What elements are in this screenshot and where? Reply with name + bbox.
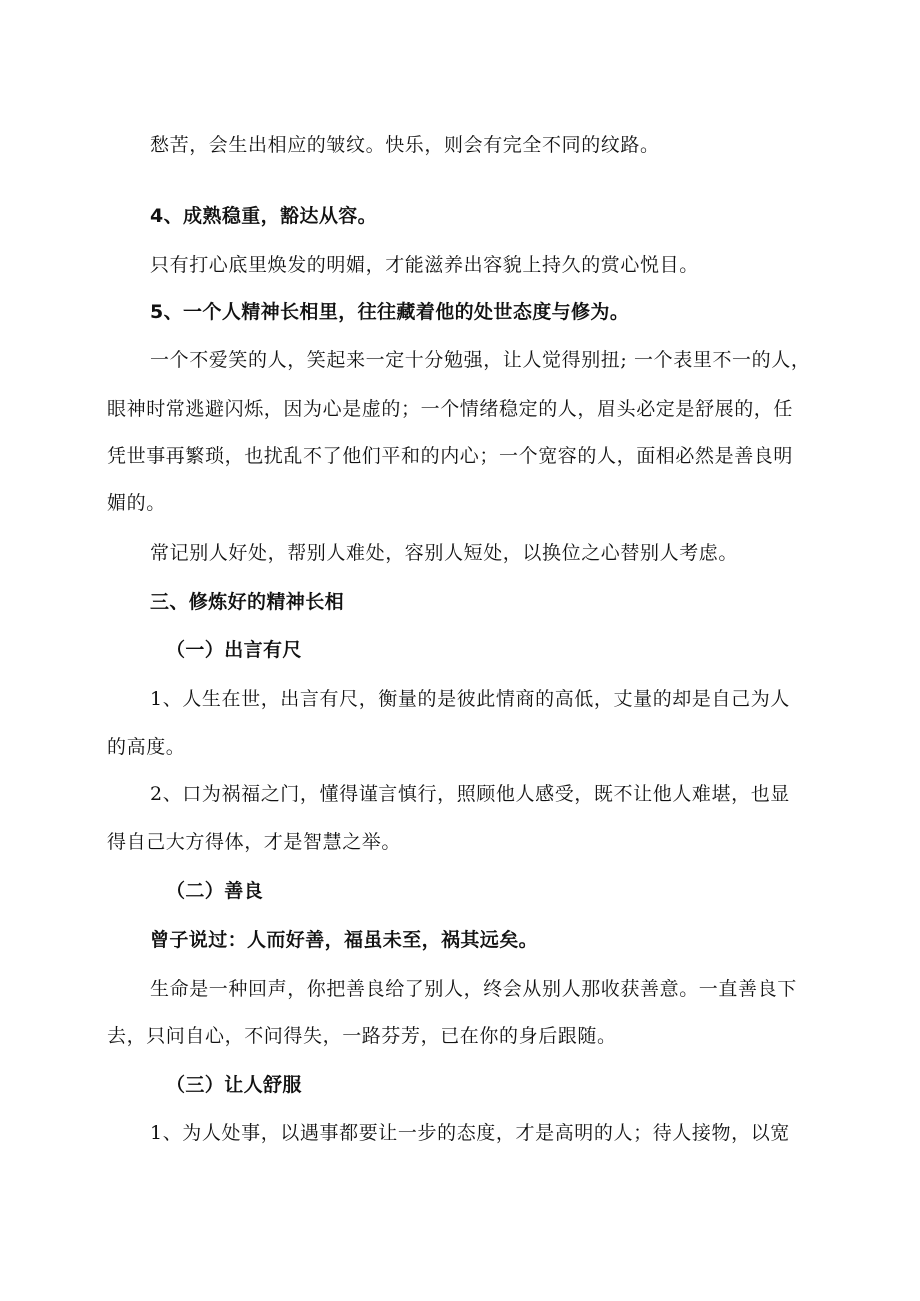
text: （三）让人舒服 — [166, 1074, 302, 1096]
paragraph-line — [0, 541, 920, 565]
numbered-heading — [0, 300, 920, 324]
paragraph-line — [0, 1024, 920, 1048]
paragraph-line — [0, 397, 920, 421]
text: 得自己大方得体，才是智慧之举。 — [107, 831, 402, 853]
text: 媚的。 — [107, 492, 166, 514]
text: 的高度。 — [107, 736, 186, 758]
paragraph-line — [0, 1121, 920, 1145]
text: 眼神时常逃避闪烁，因为心是虚的；一个情绪稳定的人，眉头必定是舒展的，任 — [107, 398, 794, 420]
paragraph-line — [0, 348, 920, 372]
text: 1、为人处事，以遇事都要让一步的态度，才是高明的人；待人接物，以宽 — [150, 1122, 790, 1144]
paragraph-line — [0, 133, 920, 157]
numbered-heading — [0, 204, 920, 228]
subsection-heading — [0, 1073, 920, 1097]
text: （一）出言有尺 — [166, 639, 302, 661]
subsection-heading — [0, 879, 920, 903]
text: 曾子说过：人而好善，福虽未至，祸其远矣。 — [150, 929, 539, 951]
text: 1、人生在世，出言有尺，衡量的是彼此情商的高低，丈量的却是自己为人 — [150, 688, 790, 710]
text: 一个不爱笑的人，笑起来一定十分勉强，让人觉得别扭; 一个表里不一的人， — [150, 349, 811, 371]
text: 生命是一种回声，你把善良给了别人，终会从别人那收获善意。一直善良下 — [150, 978, 797, 1000]
paragraph-line — [0, 782, 920, 806]
paragraph-line — [0, 977, 920, 1001]
paragraph-line — [0, 735, 920, 759]
quote-line — [0, 928, 920, 952]
text: 常记别人好处，帮别人难处，容别人短处，以换位之心替别人考虑。 — [150, 542, 739, 564]
subsection-heading — [0, 638, 920, 662]
paragraph-line — [0, 687, 920, 711]
text: 三、修炼好的精神长相 — [150, 591, 345, 613]
text: 去，只问自心，不问得失，一路芬芳，已在你的身后跟随。 — [107, 1025, 617, 1047]
text: 4、成熟稳重，豁达从容。 — [150, 205, 378, 227]
section-heading — [0, 590, 920, 614]
text: 愁苦，会生出相应的皱纹。快乐，则会有完全不同的纹路。 — [150, 134, 660, 156]
paragraph-line — [0, 444, 920, 468]
text: 只有打心底里焕发的明媚，才能滋养出容貌上持久的赏心悦目。 — [150, 254, 699, 276]
paragraph-line — [0, 253, 920, 277]
paragraph-line — [0, 830, 920, 854]
text: 5、一个人精神长相里，往往藏着他的处世态度与修为。 — [150, 301, 630, 323]
paragraph-line — [0, 491, 920, 515]
text: （二）善良 — [166, 880, 264, 902]
text: 2、口为祸福之门，懂得谨言慎行，照顾他人感受，既不让他人难堪，也显 — [150, 783, 790, 805]
text: 凭世事再繁琐，也扰乱不了他们平和的内心；一个宽容的人，面相必然是善良明 — [107, 445, 794, 467]
